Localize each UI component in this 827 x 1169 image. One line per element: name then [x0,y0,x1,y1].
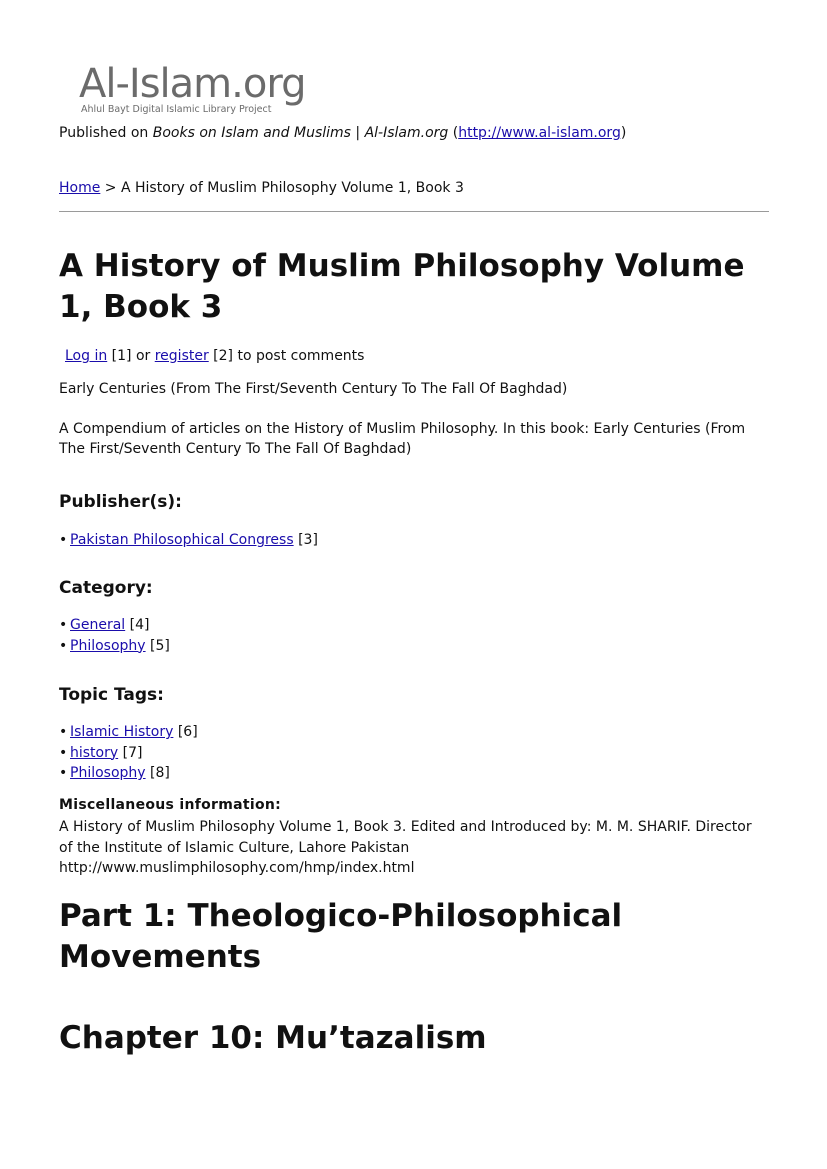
category-heading: Category: [59,578,153,598]
bullet: • [59,617,68,633]
logo-text: Al-Islam.org [79,61,306,107]
breadcrumb-separator: > [100,180,121,196]
tag-link-islamic-history[interactable]: Islamic History [70,724,174,740]
category-link-general[interactable]: General [70,617,126,633]
part-heading: Part 1: Theologico-Philosophical Movements [59,898,623,975]
site-name: Books on Islam and Muslims | Al-Islam.org [152,125,449,141]
ref-number: [3] [293,532,318,548]
topic-tags-heading: Topic Tags: [59,685,164,705]
register-ref: [2] to post comments [208,348,365,364]
misc-info-url: http://www.muslimphilosophy.com/hmp/index.html [59,860,415,876]
bullet: • [59,637,68,654]
ref-number: [7] [118,744,143,761]
ref-number: [5] [145,637,170,654]
misc-info-heading: Miscellaneous information: [59,797,282,813]
ref-number: [8] [145,765,170,781]
url-open-paren: ( [448,125,459,141]
category-link-philosophy[interactable]: Philosophy [70,637,146,654]
topic-tags-list [59,722,198,784]
breadcrumb-home-link[interactable]: Home [59,180,101,196]
register-link[interactable]: register [154,348,209,364]
chapter-heading: Chapter 10: Mu’tazalism [59,1020,487,1056]
tag-link-philosophy[interactable]: Philosophy [70,765,146,781]
list-item [59,763,198,784]
publishers-list [59,530,318,551]
category-list [59,615,170,656]
misc-info [59,817,769,879]
ref-number: [6] [173,724,198,740]
bullet: • [59,765,68,781]
breadcrumb [59,180,464,196]
bullet: • [59,724,68,740]
bullet: • [59,744,68,761]
ref-number: [4] [125,617,150,633]
list-item [59,615,170,636]
site-logo[interactable] [79,62,319,122]
tag-link-history[interactable]: history [70,744,119,761]
published-prefix: Published on [59,125,153,141]
site-url-link[interactable]: http://www.al-islam.org [458,125,621,141]
page-title: A History of Muslim Philosophy Volume 1, Book 3 [59,248,745,325]
login-link[interactable]: Log in [65,348,108,364]
misc-info-text: A History of Muslim Philosophy Volume 1, Book 3. Edited and Introduced by: M. M. SHARIF. Director of the Institute of Islamic Culture, Lahore Pakistan [59,819,752,856]
publisher-link[interactable]: Pakistan Philosophical Congress [70,532,294,548]
list-item [59,636,170,657]
book-subtitle: Early Centuries (From The First/Seventh Century To The Fall Of Baghdad) [59,381,568,397]
list-item [59,743,198,764]
auth-line [65,348,364,364]
publishers-heading: Publisher(s): [59,492,182,512]
book-description: A Compendium of articles on the History of Muslim Philosophy. In this book: Early Centuries (From The First/Seventh Century To The Fall Of Baghdad) [59,421,746,457]
divider [59,211,769,212]
logo-tagline: Ahlul Bayt Digital Islamic Library Project [81,104,272,115]
list-item [59,530,318,551]
bullet: • [59,532,68,548]
list-item [59,722,198,743]
published-on-line [59,125,626,141]
login-ref: [1] or [107,348,155,364]
url-close-paren: ) [620,125,627,141]
breadcrumb-current: A History of Muslim Philosophy Volume 1, Book 3 [120,180,464,196]
